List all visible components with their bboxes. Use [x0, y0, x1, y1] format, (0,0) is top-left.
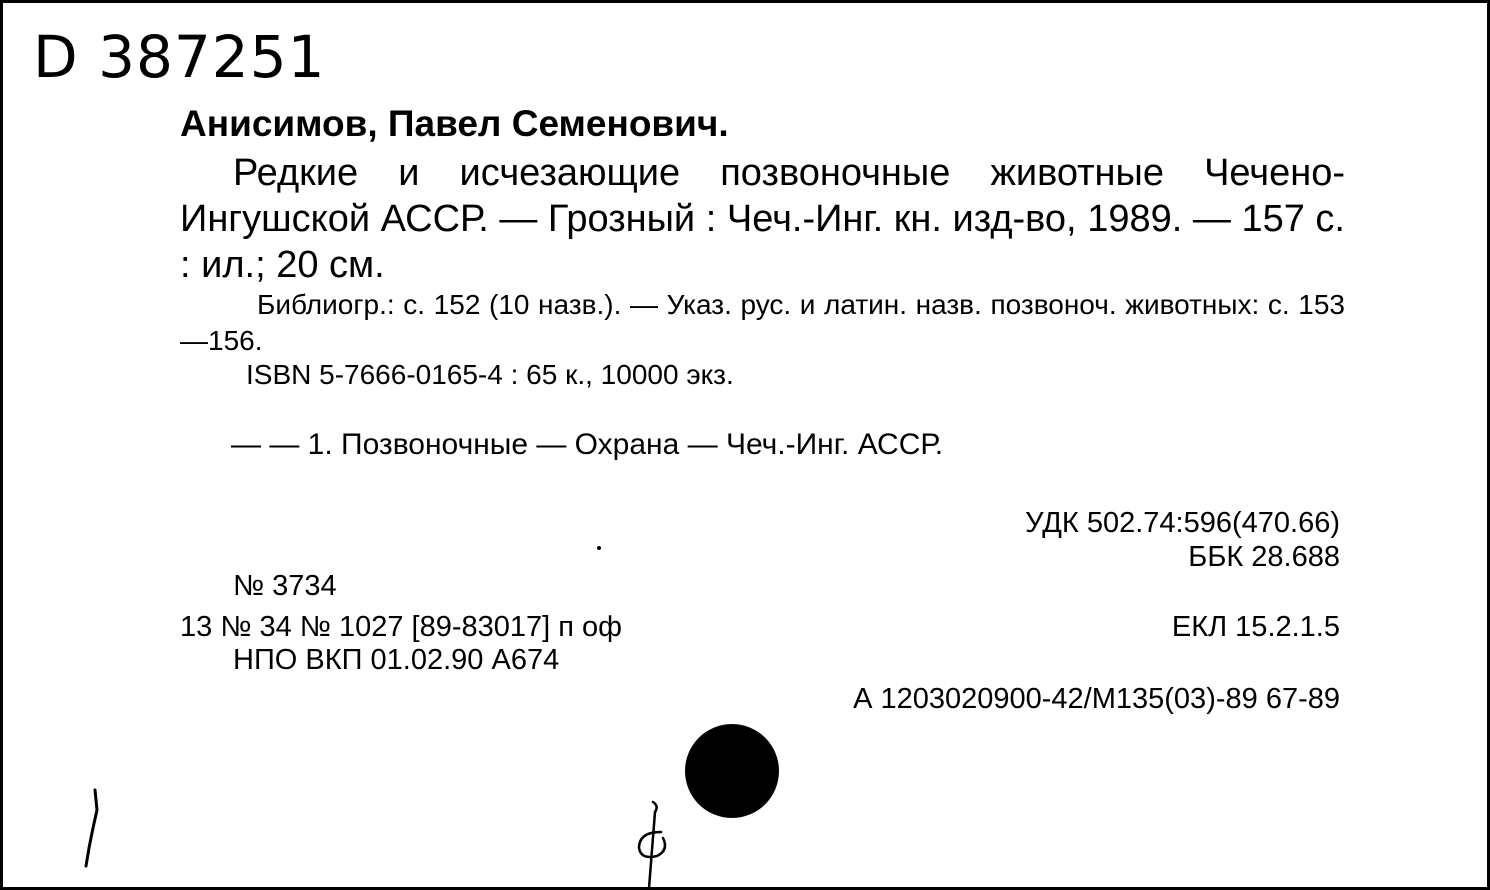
- card-number: № 3734: [233, 570, 337, 602]
- production-info: 13 № 34 № 1027 [89-83017] п оф: [180, 611, 623, 643]
- subject-tracing: — — 1. Позвоночные — Охрана — Чеч.-Инг. АССР.: [231, 428, 944, 461]
- isbn-line: ISBN 5-7666-0165-4 : 65 к., 10000 экз.: [246, 359, 734, 390]
- ink-speck: [597, 546, 601, 550]
- call-number: D 387251: [33, 23, 326, 91]
- bibliography-note: Библиогр.: с. 152 (10 назв.). — Указ. рус. и латин. назв. позвоноч. животных: с. 153—156.: [180, 289, 1345, 356]
- title-description: Редкие и исчезающие позвоночные животные Чечено-Ингушской АССР. — Грозный : Чеч.-Инг. кн. изд-во, 1989. — 157 с. : ил.; 20 см.: [180, 152, 1345, 286]
- udc-code: УДК 502.74:596(470.66): [1025, 507, 1340, 539]
- handwritten-stroke-icon: [81, 788, 105, 868]
- punch-hole-icon: [685, 724, 779, 818]
- handwritten-mark-icon: [625, 798, 675, 890]
- ekl-code: ЕКЛ 15.2.1.5: [1171, 611, 1340, 643]
- author-heading: Анисимов, Павел Семенович.: [180, 103, 729, 144]
- bbk-code: ББК 28.688: [1188, 541, 1340, 573]
- publisher-code: А 1203020900-42/М135(03)-89 67-89: [853, 683, 1340, 715]
- npo-info: НПО ВКП 01.02.90 А674: [233, 644, 560, 676]
